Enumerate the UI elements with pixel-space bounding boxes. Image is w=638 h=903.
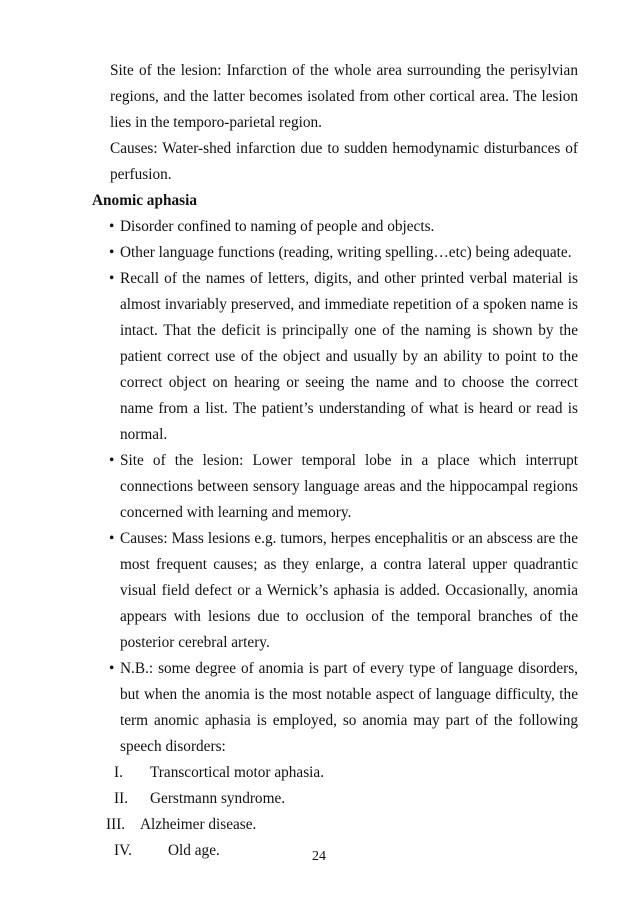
bullet-icon: • [109, 270, 115, 287]
section-heading: Anomic aphasia [92, 192, 197, 209]
list-item [92, 656, 578, 760]
roman-item-text: Gerstmann syndrome. [150, 790, 286, 807]
roman-numeral: II. [114, 790, 129, 807]
intro-block [92, 58, 578, 188]
bullet-icon: • [109, 244, 115, 261]
site-of-lesion-paragraph: Site of the lesion: Infarction of the whole area surrounding the perisylvian regions, and the latter becomes isolated from other cortical area. The lesion lies in the temporo-parietal region. [110, 62, 578, 131]
roman-list-item [92, 812, 578, 838]
page-number: 24 [312, 849, 326, 864]
bullet-icon: • [109, 660, 115, 677]
bullet-text: Recall of the names of letters, digits, and other printed verbal material is almost invariably preserved, and immediate repetition of a spoken name is intact. That the deficit is principally one of the naming is shown by the patient correct use of the object and usually by an ability to point to the correct object on hearing or seeing the name and to choose the correct name from a list. The patient’s understanding of what is heard or read is normal. [120, 270, 578, 443]
bullet-list [92, 214, 578, 760]
list-item [92, 526, 578, 656]
bullet-text: Other language functions (reading, writing spelling…etc) being adequate. [120, 244, 572, 261]
roman-item-text: Alzheimer disease. [140, 816, 257, 833]
roman-numeral: III. [106, 816, 126, 833]
bullet-icon: • [109, 530, 115, 547]
list-item [92, 214, 578, 240]
page-body [92, 58, 578, 864]
bullet-text: Causes: Mass lesions e.g. tumors, herpes encephalitis or an abscess are the most frequent causes; as they enlarge, a contra lateral upper quadrantic visual field defect or a Wernick’s aphasia is added. Occasionally, anomia appears with lesions due to occlusion of the temporal branches of the posterior cerebral artery. [120, 530, 578, 651]
bullet-icon: • [109, 452, 115, 469]
roman-numeral: I. [114, 764, 123, 781]
roman-list-item [92, 786, 578, 812]
roman-item-text: Old age. [168, 842, 220, 859]
roman-item-text: Transcortical motor aphasia. [150, 764, 325, 781]
list-item [92, 266, 578, 448]
bullet-text: N.B.: some degree of anomia is part of every type of language disorders, but when the anomia is the most notable aspect of language difficulty, the term anomic aphasia is employed, so anomia may part of the following speech disorders: [120, 660, 578, 755]
bullet-text: Disorder confined to naming of people and objects. [120, 218, 435, 235]
roman-numeral: IV. [114, 842, 132, 859]
list-item [92, 240, 578, 266]
bullet-text: Site of the lesion: Lower temporal lobe in a place which interrupt connections between sensory language areas and the hippocampal regions concerned with learning and memory. [120, 452, 578, 521]
list-item [92, 448, 578, 526]
bullet-icon: • [109, 218, 115, 235]
roman-list-item [92, 760, 578, 786]
causes-paragraph: Causes: Water-shed infarction due to sudden hemodynamic disturbances of perfusion. [110, 140, 578, 183]
